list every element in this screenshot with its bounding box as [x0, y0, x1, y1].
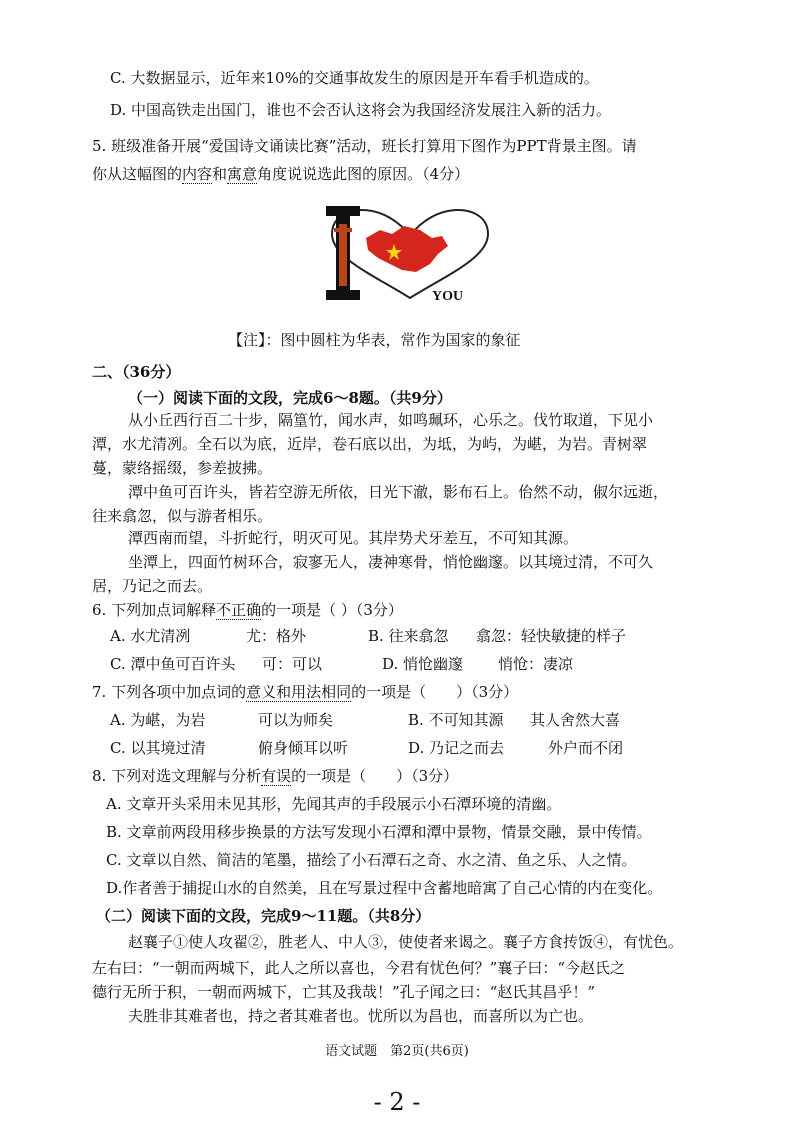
q5-text: 和: [212, 165, 228, 183]
q6-option-d: D. 悄怆幽邃: [382, 655, 464, 673]
q7-stem-emphasis: 意义和用法相同: [246, 683, 352, 701]
q4-option-d: D. 中国高铁走出国门，谁也不会否认这将会为我国经济发展注入新的活力。: [110, 101, 612, 119]
q7-stem-text: 7. 下列各项中加点词的: [92, 683, 247, 701]
q8-option-a: A. 文章开头采用未见其形，先闻其声的手段展示小石潭环境的清幽。: [106, 795, 562, 813]
page-number: - 2 -: [373, 1088, 421, 1116]
q7-option-a: A. 为嵁，为岩: [110, 711, 206, 729]
q8-stem-emphasis: 有误: [261, 767, 292, 785]
q5-stem-line1: 5. 班级准备开展“爱国诗文诵读比赛”活动，班长打算用下图作为PPT背景主图。请: [92, 137, 637, 155]
q7-option-d: D. 乃记之而去: [408, 739, 505, 757]
passage1-line: 居，乃记之而去。: [92, 577, 213, 595]
q6-option-b-gloss: 翕忽：轻快敏捷的样子: [476, 627, 627, 645]
q4-option-c: C. 大数据显示，近年来10%的交通事故发生的原因是开车看手机造成的。: [110, 69, 599, 87]
q7-option-d-compare: 外户而不闭: [548, 739, 624, 757]
huabiao-crossbar: [334, 228, 352, 232]
q7-option-b-compare: 其人舍然大喜: [530, 711, 621, 729]
i-love-china-image: [320, 206, 500, 306]
passage1-line: 潭中鱼可百许头，皆若空游无所依，日光下澈，影布石上。佁然不动，俶尔远逝，: [128, 483, 669, 501]
passage1-line: 往来翕忽，似与游者相乐。: [92, 507, 273, 525]
q6-option-b: B. 往来翕忽: [368, 627, 449, 645]
passage1-line: 坐潭上，四面竹树环合，寂寥无人，凄神寒骨，悄怆幽邃。以其境过清，不可久: [128, 553, 654, 571]
q6-stem-emphasis: 不正确: [216, 601, 262, 619]
passage1-line: 从小丘西行百二十步，隔篁竹，闻水声，如鸣珮环，心乐之。伐竹取道，下见小: [128, 411, 654, 429]
page-caption: 语文试题 第2页(共6页): [325, 1044, 469, 1059]
letter-i-top: [326, 206, 360, 216]
passage2-line: 夫胜非其难者也，持之者其难者也。忧所以为昌也，而喜所以为亡也。: [128, 1007, 594, 1025]
q7-option-a-compare: 可以为师矣: [258, 711, 334, 729]
q6-option-a-gloss: 尤：格外: [246, 627, 307, 645]
passage1-line: 潭西南而望，斗折蛇行，明灭可见。其岸势犬牙差互，不可知其源。: [128, 529, 579, 547]
q6-option-a: A. 水尤清冽: [110, 627, 191, 645]
q8-option-c: C. 文章以自然、简洁的笔墨，描绘了小石潭石之奇、水之清、鱼之乐、人之情。: [106, 851, 637, 869]
q7-stem: [92, 682, 518, 702]
passage1-line: 潭，水尤清冽。全石以为底，近岸，卷石底以出，为坻，为屿，为嵁，为岩。青树翠: [92, 435, 648, 453]
q6-option-d-gloss: 悄怆：凄凉: [498, 655, 574, 673]
q5-emphasis-content: 内容: [182, 165, 213, 183]
huabiao-column: [339, 224, 347, 286]
part2-heading: （二）阅读下面的文段，完成9～11题。（共8分）: [96, 907, 431, 925]
q8-option-b: B. 文章前两段用移步换景的方法写发现小石潭和潭中景物，情景交融，景中传情。: [106, 823, 652, 841]
q7-option-b: B. 不可知其源: [408, 711, 504, 729]
you-label: YOU: [432, 289, 464, 304]
q6-stem-text: 6. 下列加点词解释: [92, 601, 217, 619]
part1-heading: （一）阅读下面的文段，完成6～8题。（共9分）: [128, 389, 452, 407]
q8-option-d: D.作者善于捕捉山水的自然美，且在写景过程中含蓄地暗寓了自己心情的内在变化。: [106, 879, 663, 897]
china-map-shape: [366, 226, 448, 272]
q8-stem-text: 8. 下列对选文理解与分析: [92, 767, 262, 785]
q7-option-c-compare: 俯身倾耳以听: [258, 739, 349, 757]
passage2-line: 左右曰：“一朝而两城下，此人之所以喜也，今君有忧色何？”襄子曰：“今赵氏之: [92, 959, 626, 977]
image-note: 【注】：图中圆柱为华表，常作为国家的象征: [228, 331, 521, 349]
q8-stem: [92, 766, 458, 786]
q7-option-c: C. 以其境过清: [110, 739, 206, 757]
q6-option-c: C. 潭中鱼可百许头: [110, 655, 236, 673]
q5-text: 你从这幅图的: [92, 165, 183, 183]
q8-stem-text: 的一项是（ ）（3分）: [291, 767, 459, 785]
passage2-line: 赵襄子①使人攻翟②，胜老人、中人③，使使者来谒之。襄子方食抟饭④，有忧色。: [128, 933, 684, 951]
q5-text: 角度说说选此图的原因。（4分）: [257, 165, 470, 183]
q5-stem-line2: [92, 164, 469, 184]
passage1-line: 蔓，蒙络摇缀，参差披拂。: [92, 459, 273, 477]
heart-map-graphic: [320, 206, 500, 306]
letter-i-bottom: [326, 290, 360, 300]
q6-stem: [92, 600, 403, 620]
passage2-line: 德行无所于积，一朝而两城下，亡其及我哉！”孔子闻之曰：“赵氏其昌乎！”: [92, 983, 596, 1001]
section-heading: 二、（36分）: [92, 363, 181, 381]
q5-emphasis-meaning: 寓意: [227, 165, 258, 183]
q6-stem-text: 的一项是（ ）（3分）: [261, 601, 403, 619]
q6-option-c-gloss: 可：可以: [262, 655, 323, 673]
q7-stem-text: 的一项是（ ）（3分）: [351, 683, 519, 701]
